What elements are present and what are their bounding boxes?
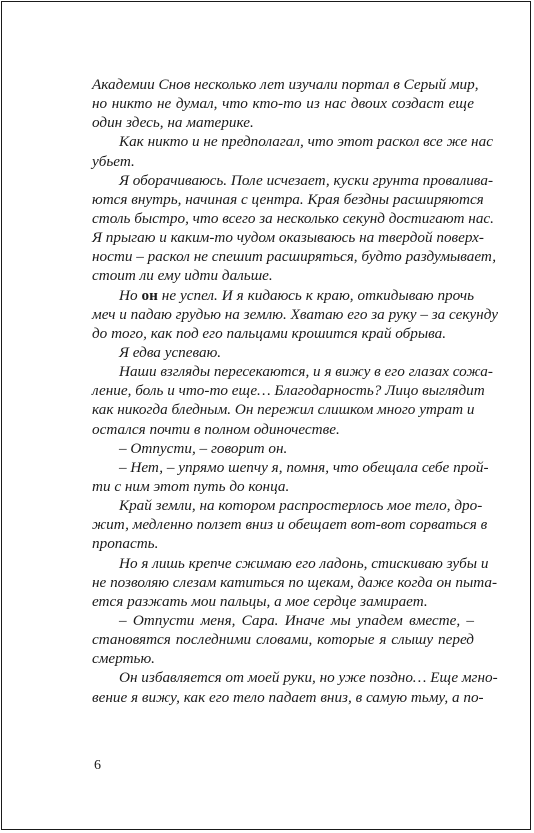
- text-line: меч и падаю грудью на землю. Хватаю его за руку – за секунду: [92, 305, 498, 323]
- text-line: ности – раскол не спешит расширяться, будто раздумывает,: [92, 248, 497, 266]
- text-line: остался почти в полном одиночестве.: [92, 420, 340, 438]
- text-line: один здесь, на материке.: [92, 114, 254, 132]
- text-line: Наши взгляды пересекаются, и я вижу в его глазах сожа-: [119, 363, 493, 381]
- text-line: – Нет, – упрямо шепчу я, помня, что обещала себе прой-: [119, 458, 489, 476]
- page-number: 6: [94, 758, 101, 773]
- emphasis-word: он: [141, 286, 158, 304]
- text-line: Я оборачиваюсь. Поле исчезает, куски грунта проваливa-: [119, 171, 494, 189]
- text-line: – Отпусти меня, Сара. Иначе мы упадем вместе, –: [119, 611, 474, 629]
- text-line: Он избавляется от моей руки, но уже поздно… Еще мгно-: [119, 669, 498, 687]
- text-line: до того, как под его пальцами крошится край обрыва.: [92, 324, 447, 342]
- text-line: жит, медленно ползет вниз и обещает вот-вот сорваться в: [92, 516, 488, 534]
- text-line: убьет.: [92, 152, 135, 170]
- text-line: пропасть.: [92, 535, 159, 553]
- text-line: не позволяю слезам катиться по щекам, даже когда он пыта-: [92, 573, 498, 591]
- text-line: ется разжать мои пальцы, а мое сердце замирает.: [92, 592, 428, 610]
- text-line: Как никто и не предполагал, что этот раскол все же нас: [119, 133, 493, 151]
- text-line: – Отпусти, – говорит он.: [119, 439, 288, 457]
- text-line: ются внутрь, начиная с центра. Края бездны расширяются: [92, 190, 484, 208]
- text-line: Но он не успел. И я кидаюсь к краю, откидываю прочь: [119, 286, 475, 304]
- text-line: ти с ним этот путь до конца.: [92, 477, 290, 495]
- text-line: стоит ли ему идти дальше.: [92, 267, 273, 285]
- book-page: [1, 1, 531, 830]
- text-line: вение я вижу, как его тело падает вниз, в самую тьму, а по-: [92, 688, 484, 706]
- text-line: Я прыгаю и каким-то чудом оказываюсь на твердой поверх-: [92, 229, 484, 247]
- text-line: столь быстро, что всего за несколько секунд достигают нас.: [92, 209, 494, 227]
- text-line: Я едва успеваю.: [119, 343, 222, 361]
- text-line: Академии Снов несколько лет изучали портал в Серый мир,: [92, 76, 479, 93]
- text-line: ление, боль и что-то еще… Благодарность? Лицо выглядит: [92, 382, 485, 400]
- text-line: но никто не думал, что кто-то из нас двоих создаст еще: [92, 95, 474, 113]
- text-line: Край земли, на котором распростерлось мое тело, дро-: [119, 497, 483, 515]
- text-line: Но я лишь крепче сжимаю его ладонь, стискиваю зубы и: [119, 554, 489, 572]
- text-line: смертью.: [92, 650, 155, 668]
- text-line: становятся последними словами, которые я слышу перед: [92, 631, 474, 649]
- text-line: как никогда бледным. Он пережил слишком много утрат и: [92, 401, 475, 419]
- body-text: [92, 75, 498, 707]
